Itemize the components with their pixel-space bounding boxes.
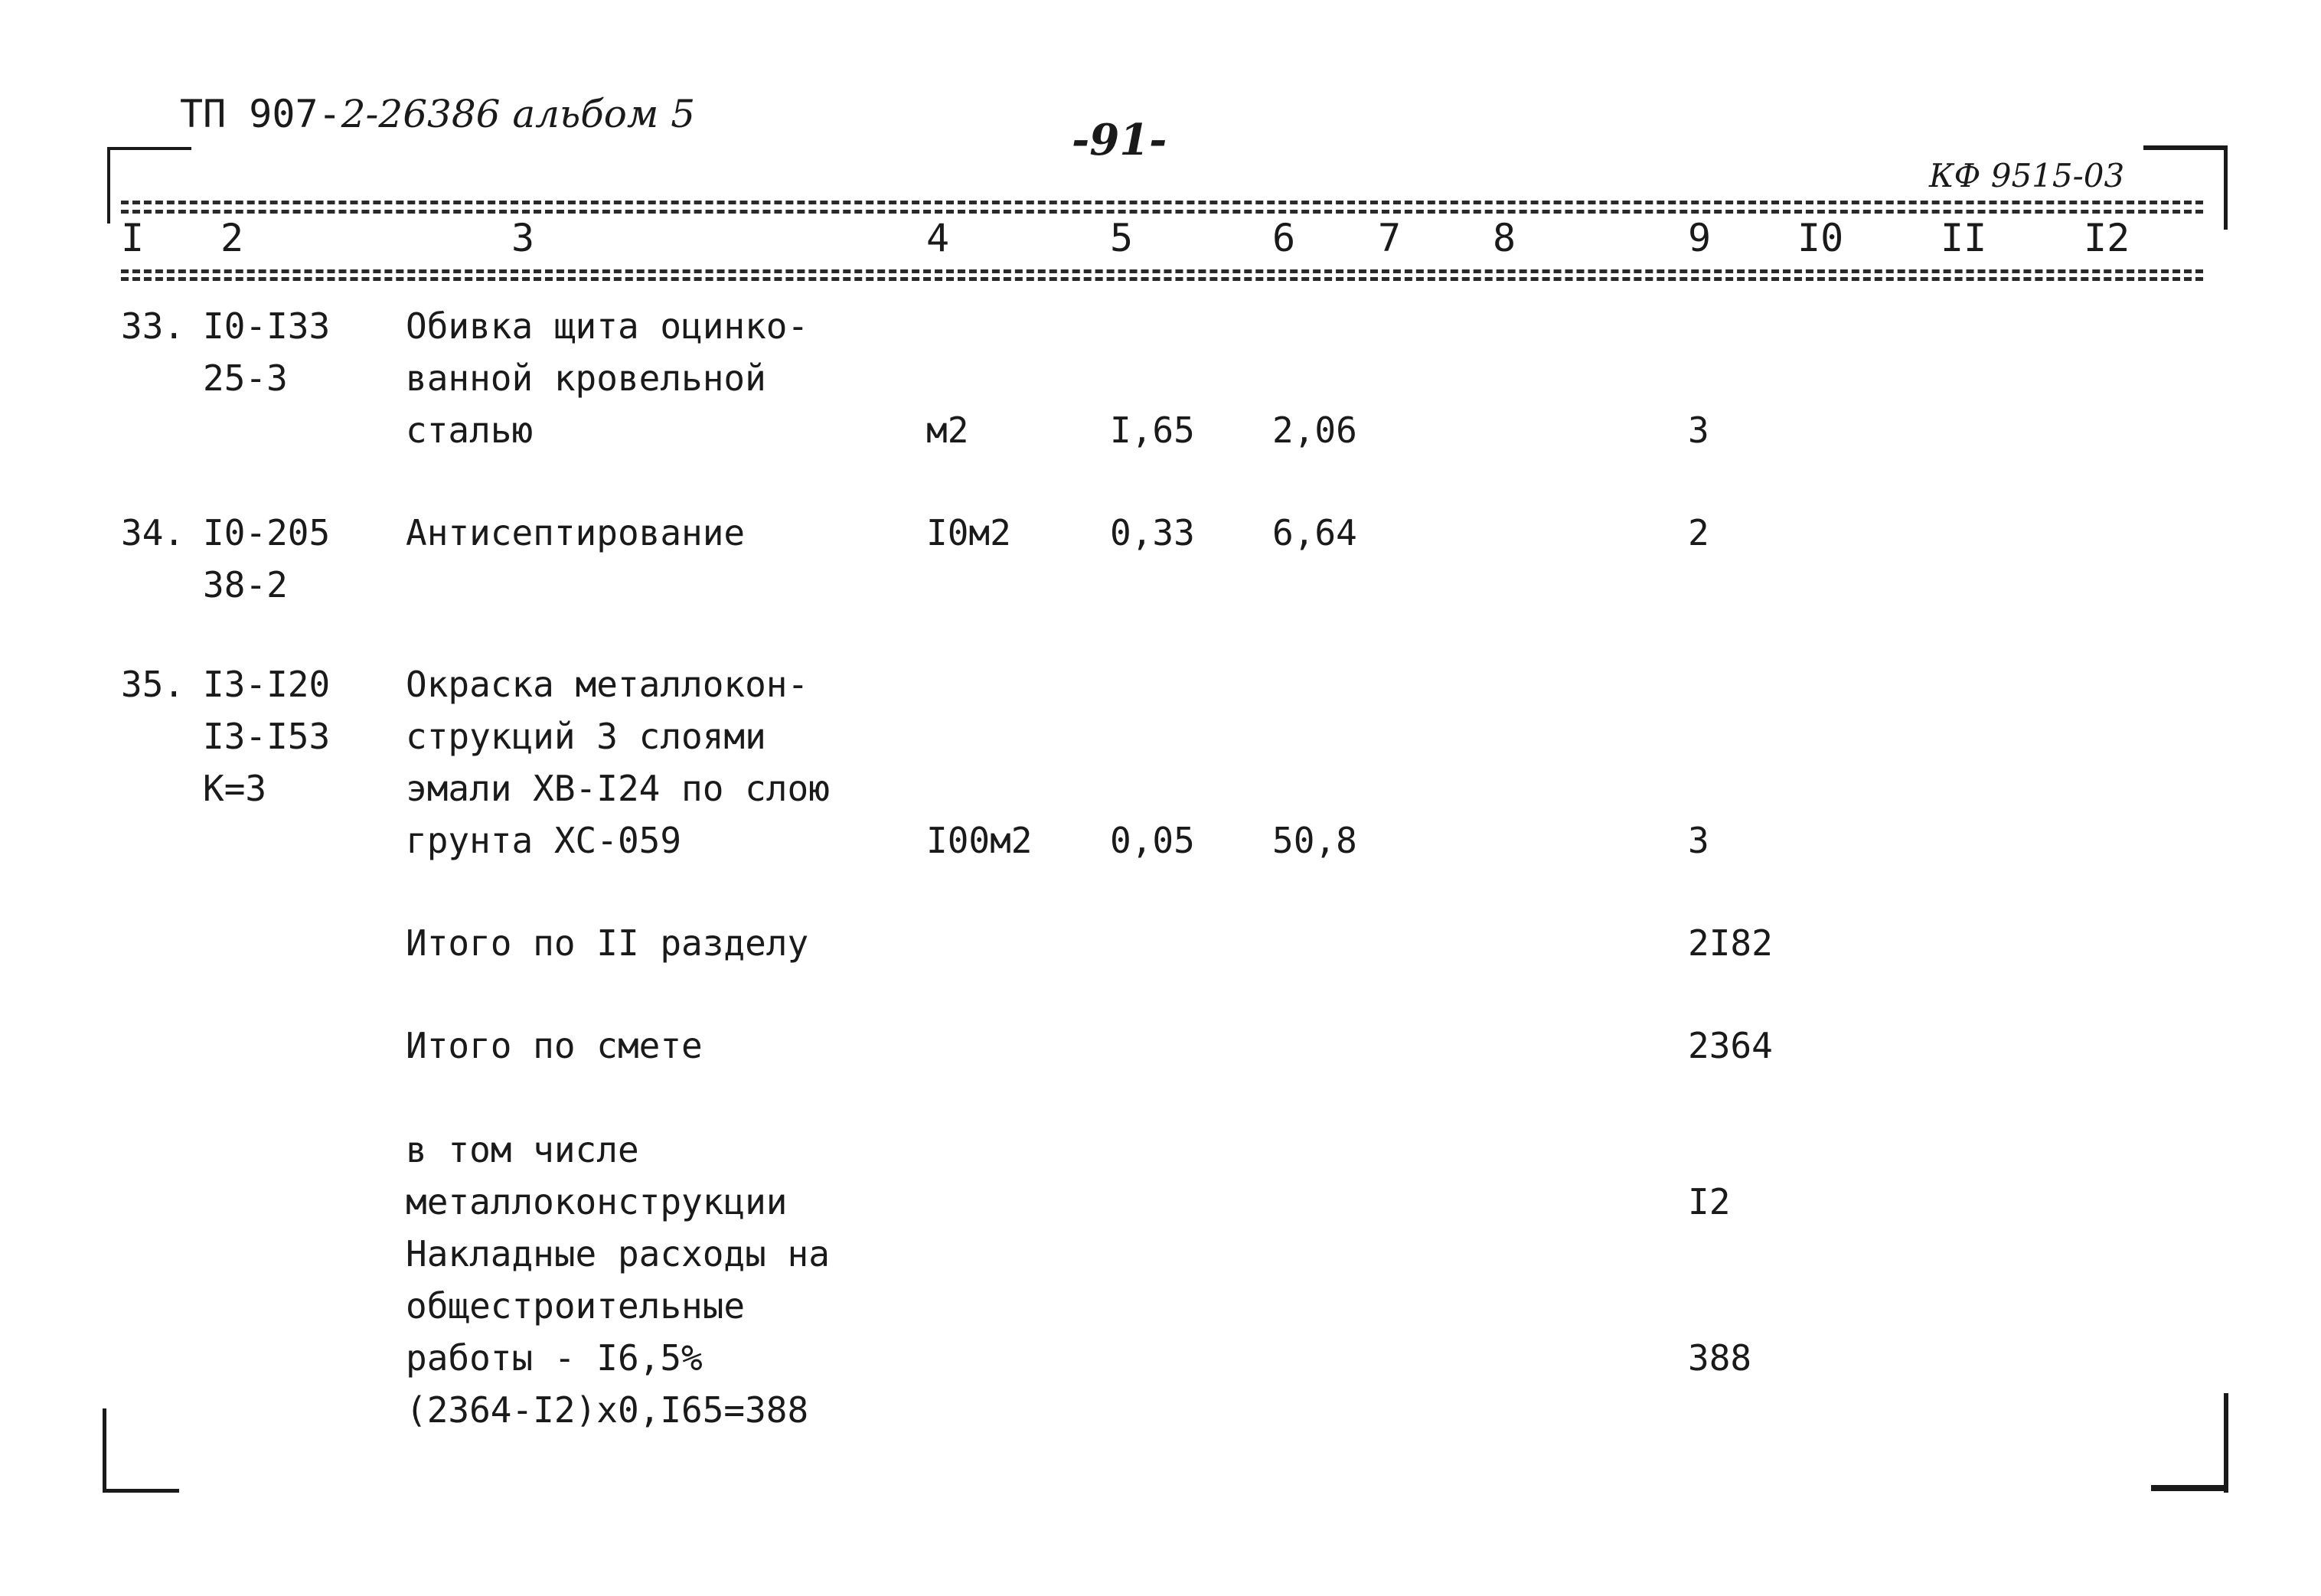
col-header-9: 9: [1688, 216, 1712, 260]
row-desc-line: Обивка щита оцинко-: [406, 305, 809, 347]
row-number: 35.: [121, 664, 185, 705]
frame-top-right-v: [2224, 145, 2228, 230]
frame-bottom-left-v: [103, 1408, 106, 1493]
overhead-label: [406, 1228, 830, 1436]
overhead-line: общестроительные: [406, 1285, 746, 1327]
overhead-line: (2364-I2)x0,I65=388: [406, 1389, 809, 1431]
row-description: [406, 658, 830, 867]
sheet-code: КФ 9515-03: [1929, 157, 2125, 194]
including-label: [406, 1124, 788, 1228]
summary-value: 2364: [1688, 1025, 1773, 1066]
col-header-6: 6: [1272, 216, 1296, 260]
row-code: I3-I20: [203, 664, 331, 705]
frame-bottom-right-h: [2151, 1485, 2228, 1491]
row-quantity: 0,05: [1110, 820, 1195, 861]
header-rule-top-2: [121, 210, 2203, 214]
row-codes: [203, 658, 330, 814]
row-desc-line: эмали ХВ-I24 по слою: [406, 768, 830, 809]
row-quantity: 0,33: [1110, 512, 1195, 553]
row-number: 33.: [121, 305, 185, 347]
row-unit: I0м2: [926, 512, 1011, 553]
col-header-8: 8: [1493, 216, 1516, 260]
frame-top-left-h: [107, 147, 191, 150]
including-line: металлоконструкции: [406, 1181, 788, 1222]
row-desc-line: ванной кровельной: [406, 357, 766, 399]
row-code: I0-I33: [203, 305, 331, 347]
row-number: 34.: [121, 512, 185, 553]
header-rule-top: [121, 201, 2203, 204]
row-total: 3: [1688, 410, 1709, 451]
row-code: K=3: [203, 768, 267, 809]
col-header-10: I0: [1797, 216, 1844, 260]
row-unit-price: 6,64: [1272, 512, 1357, 553]
doc-code-handwritten: 2-26386 альбом 5: [341, 92, 696, 136]
overhead-value: 388: [1688, 1337, 1752, 1379]
summary-label: Итого по смете: [406, 1025, 703, 1066]
row-desc-line: грунта ХС-059: [406, 820, 682, 861]
row-code: I3-I53: [203, 716, 331, 757]
frame-bottom-right-v: [2224, 1393, 2228, 1493]
frame-top-right-h: [2143, 145, 2228, 150]
col-header-1: I: [121, 216, 145, 260]
row-description: [406, 300, 808, 456]
col-header-12: I2: [2084, 216, 2130, 260]
summary-label: Итого по II разделу: [406, 922, 809, 964]
row-total: 2: [1688, 512, 1709, 553]
col-header-3: 3: [511, 216, 535, 260]
row-unit: м2: [926, 410, 969, 451]
row-unit-price: 2,06: [1272, 410, 1357, 451]
header-rule-bottom-2: [121, 277, 2203, 281]
row-desc-line: Антисептирование: [406, 512, 746, 553]
col-header-4: 4: [926, 216, 950, 260]
col-header-2: 2: [220, 216, 244, 260]
page-number: -91-: [1072, 115, 1167, 165]
including-line: в том числе: [406, 1129, 639, 1170]
col-header-11: II: [1941, 216, 1987, 260]
frame-bottom-left-h: [103, 1489, 179, 1493]
header-rule-bottom: [121, 269, 2203, 273]
doc-code-prefix: ТП 907-: [180, 92, 341, 136]
summary-value: 2I82: [1688, 922, 1773, 964]
col-header-7: 7: [1378, 216, 1402, 260]
row-code: I0-205: [203, 512, 331, 553]
row-code: 38-2: [203, 564, 288, 605]
row-codes: [203, 507, 330, 611]
row-code: 25-3: [203, 357, 288, 399]
row-codes: [203, 300, 330, 404]
frame-top-left-v: [107, 147, 110, 224]
row-desc-line: Окраска металлокон-: [406, 664, 809, 705]
row-description: [406, 507, 745, 559]
doc-code: [180, 92, 695, 136]
row-unit: I00м2: [926, 820, 1033, 861]
row-unit-price: 50,8: [1272, 820, 1357, 861]
overhead-line: работы - I6,5%: [406, 1337, 703, 1379]
row-total: 3: [1688, 820, 1709, 861]
col-header-5: 5: [1110, 216, 1134, 260]
overhead-line: Накладные расходы на: [406, 1233, 830, 1275]
row-desc-line: сталью: [406, 410, 534, 451]
row-desc-line: струкций 3 слоями: [406, 716, 766, 757]
including-value: I2: [1688, 1181, 1731, 1222]
row-quantity: I,65: [1110, 410, 1195, 451]
